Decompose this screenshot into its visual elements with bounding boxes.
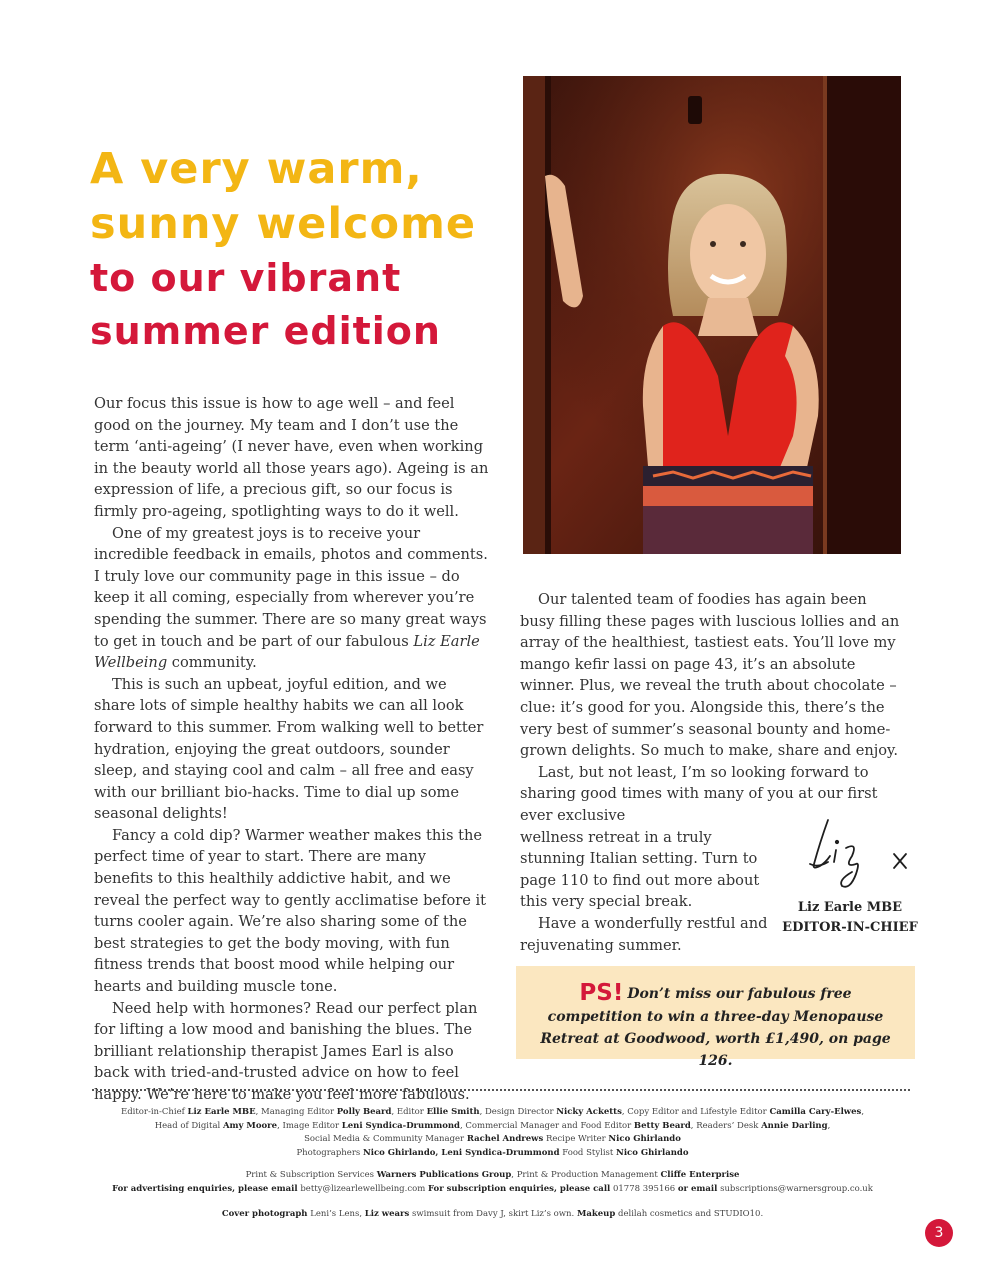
- credit-role: Photographers: [296, 1147, 361, 1158]
- credit-name: Annie Darling: [761, 1120, 828, 1131]
- page-number-badge: 3: [925, 1219, 953, 1247]
- headline-line-1: A very warm,: [90, 144, 423, 194]
- right-paragraph-2a: Last, but not least, I’m so looking forward to sharing good times with many of you at our first ever exclusive: [520, 763, 878, 824]
- cover-credits: [60, 1208, 925, 1222]
- credit-role: Copy Editor and Lifestyle Editor: [627, 1107, 767, 1117]
- services-name: Warners Publications Group: [376, 1170, 512, 1180]
- credit-role: Readers’ Desk: [696, 1120, 759, 1131]
- wears-value: swimsuit from Davy J, skirt Liz’s own.: [411, 1209, 575, 1219]
- intro-paragraph-1: Our focus this issue is how to age well – and feel good on the journey. My team and I don’t use the term ‘anti-ageing’ (I never have, even when working in the beauty world all those years ago). Ageing is an expression of life, a precious gift, so our focus is firmly pro-ageing, spotlighting ways to do it well.: [94, 395, 489, 520]
- credit-name: Rachel Andrews: [466, 1134, 544, 1144]
- credit-name: Liz Earle MBE: [187, 1107, 256, 1117]
- editor-title: EDITOR-IN-CHIEF: [782, 920, 918, 935]
- magazine-title-italic: Liz Earle Wellbeing: [94, 632, 480, 672]
- right-paragraph-1: Our talented team of foodies has again been busy filling these pages with luscious lollies and an array of the healthiest, tastiest eats. You’ll love my mango kefir lassi on page 43, it’s an absolute winner. Plus, we reveal the truth about chocolate – clue: it’s good for you. Alongside this, there’s the very best of summer’s seasonal bounty and home-grown delights. So much to make, share and enjoy.: [520, 591, 900, 760]
- paragraph-2-text-b: community.: [167, 654, 257, 672]
- headline-line-2: sunny welcome: [90, 199, 477, 249]
- paragraph-2-text-a: One of my greatest joys is to receive your incredible feedback in emails, photos and comments. I truly love our community page in this issue – do keep it all coming, especially from wherever you’re spending the summer. There are so many great ways to get in touch and be part of our fabulous: [94, 524, 488, 650]
- headline-line-3: to our vibrant: [90, 256, 402, 300]
- production-name: Cliffe Enterprise: [660, 1170, 740, 1180]
- credit-role: Image Editor: [282, 1120, 340, 1131]
- ps-text: Don’t miss our fabulous free competition to win a three-day Menopause Retreat at Goodwood, worth £1,490, on page 126.: [540, 986, 891, 1069]
- credit-name: Polly Beard: [336, 1107, 392, 1117]
- subs-phone: 01778 395166: [612, 1183, 676, 1194]
- credit-role: Social Media & Community Manager: [304, 1134, 465, 1144]
- services-credits: Print & Subscription Services Warners Publications Group, Print & Production Management Cliffe Enterprise For advertising enquiries, please email betty@lizearlewellbeing.com For subscription enquiries, please call 01778 395166 or email subscriptions@warnersgroup.co.uk: [112, 1170, 873, 1194]
- subs-or: or email: [677, 1183, 718, 1194]
- editor-name: Liz Earle MBE: [797, 900, 903, 915]
- cover-label: Cover photograph: [221, 1209, 308, 1219]
- intro-paragraph-2: [94, 523, 489, 674]
- credit-role: Editor-in-Chief: [120, 1107, 185, 1117]
- staff-credits: Editor-in-Chief Liz Earle MBE, Managing Editor Polly Beard, Editor Ellie Smith, Design Director Nicky Acketts, Copy Editor and Lifestyle Editor Camilla Cary-Elwes, Head of Digital Amy Moore, Image Editor Leni Syndica-Drummond, Commercial Manager and Food Editor Betty Beard, Readers’ Desk Annie Darling, Social Media & Community Manager Rachel Andrews Recipe Writer Nico Ghirlando Photographers Nico Ghirlando, Leni Syndica-Drummond Food Stylist Nico Ghirlando: [120, 1107, 865, 1158]
- credit-name: Amy Moore: [222, 1120, 278, 1131]
- credit-name: Betty Beard: [633, 1120, 691, 1131]
- ps-callout-box: [516, 966, 915, 1069]
- services-label: Print & Subscription Services: [245, 1170, 375, 1180]
- headline-line-4: summer edition: [90, 309, 441, 353]
- subs-email-link[interactable]: subscriptions@warnersgroup.co.uk: [720, 1183, 873, 1194]
- intro-paragraph-3: This is such an upbeat, joyful edition, and we share lots of simple healthy habits we can all look forward to this summer. From walking well to better hydration, enjoying the great outdoors, sounder sleep, and staying cool and calm – all free and easy with our brilliant bio-hacks. Time to dial up some seasonal delights!: [94, 675, 484, 823]
- credit-name: Nico Ghirlando, Leni Syndica-Drummond: [362, 1147, 560, 1158]
- ads-email-link[interactable]: betty@lizearlewellbeing.com: [300, 1183, 426, 1194]
- credit-role: Managing Editor: [261, 1107, 335, 1117]
- handwritten-signature: [790, 812, 920, 897]
- intro-paragraph-4: Fancy a cold dip? Warmer weather makes this the perfect time of year to start. There are many benefits to this healthily addictive habit, and we reveal the perfect way to gently acclimatise before it turns cooler again. We’re also sharing some of the best strategies to get the body moving, with fun fitness trends that boost mood while helping our hearts and building muscle tone.: [94, 826, 487, 996]
- credit-name: Camilla Cary-Elwes: [769, 1107, 862, 1117]
- makeup-label: Makeup: [576, 1209, 616, 1219]
- credit-name: Ellie Smith: [426, 1107, 480, 1117]
- intro-column-left: [94, 393, 489, 1106]
- cover-value: Leni’s Lens,: [310, 1209, 363, 1219]
- credit-name: Nico Ghirlando: [608, 1134, 681, 1144]
- wears-label: Liz wears: [364, 1209, 410, 1219]
- subs-label: For subscription enquiries, please call: [427, 1183, 611, 1194]
- editor-portrait-photo: [523, 76, 901, 554]
- dotted-divider: [92, 1089, 910, 1091]
- right-paragraph-2b: wellness retreat in a truly stunning Italian setting. Turn to page 110 to find out more about this very special break.: [520, 828, 760, 911]
- ads-label: For advertising enquiries, please email: [112, 1183, 298, 1194]
- credit-name: Leni Syndica-Drummond: [341, 1120, 460, 1131]
- credit-role: Head of Digital: [154, 1120, 221, 1131]
- makeup-value: delilah cosmetics and STUDIO10.: [618, 1209, 764, 1219]
- credit-role: Recipe Writer: [545, 1134, 606, 1144]
- credit-role: Food Stylist: [562, 1147, 614, 1158]
- credit-name: Nico Ghirlando: [616, 1147, 689, 1158]
- editor-signoff: [775, 898, 925, 938]
- intro-paragraph-5: Need help with hormones? Read our perfect plan for lifting a low mood and banishing the blues. The brilliant relationship therapist James Earl is also back with tried-and-trusted advice on how to feel happy. We’re here to make you feel more fabulous.: [94, 999, 478, 1103]
- credit-name: Nicky Acketts: [556, 1107, 622, 1117]
- credit-role: Design Director: [484, 1107, 554, 1117]
- production-label: Print & Production Management: [516, 1170, 658, 1180]
- page-headline: [90, 142, 510, 358]
- ps-label: PS!: [579, 980, 624, 1006]
- credit-role: Editor: [396, 1107, 424, 1117]
- right-paragraph-3: Have a wonderfully restful and rejuvenating summer.: [520, 914, 768, 954]
- credit-role: Commercial Manager and Food Editor: [465, 1120, 632, 1131]
